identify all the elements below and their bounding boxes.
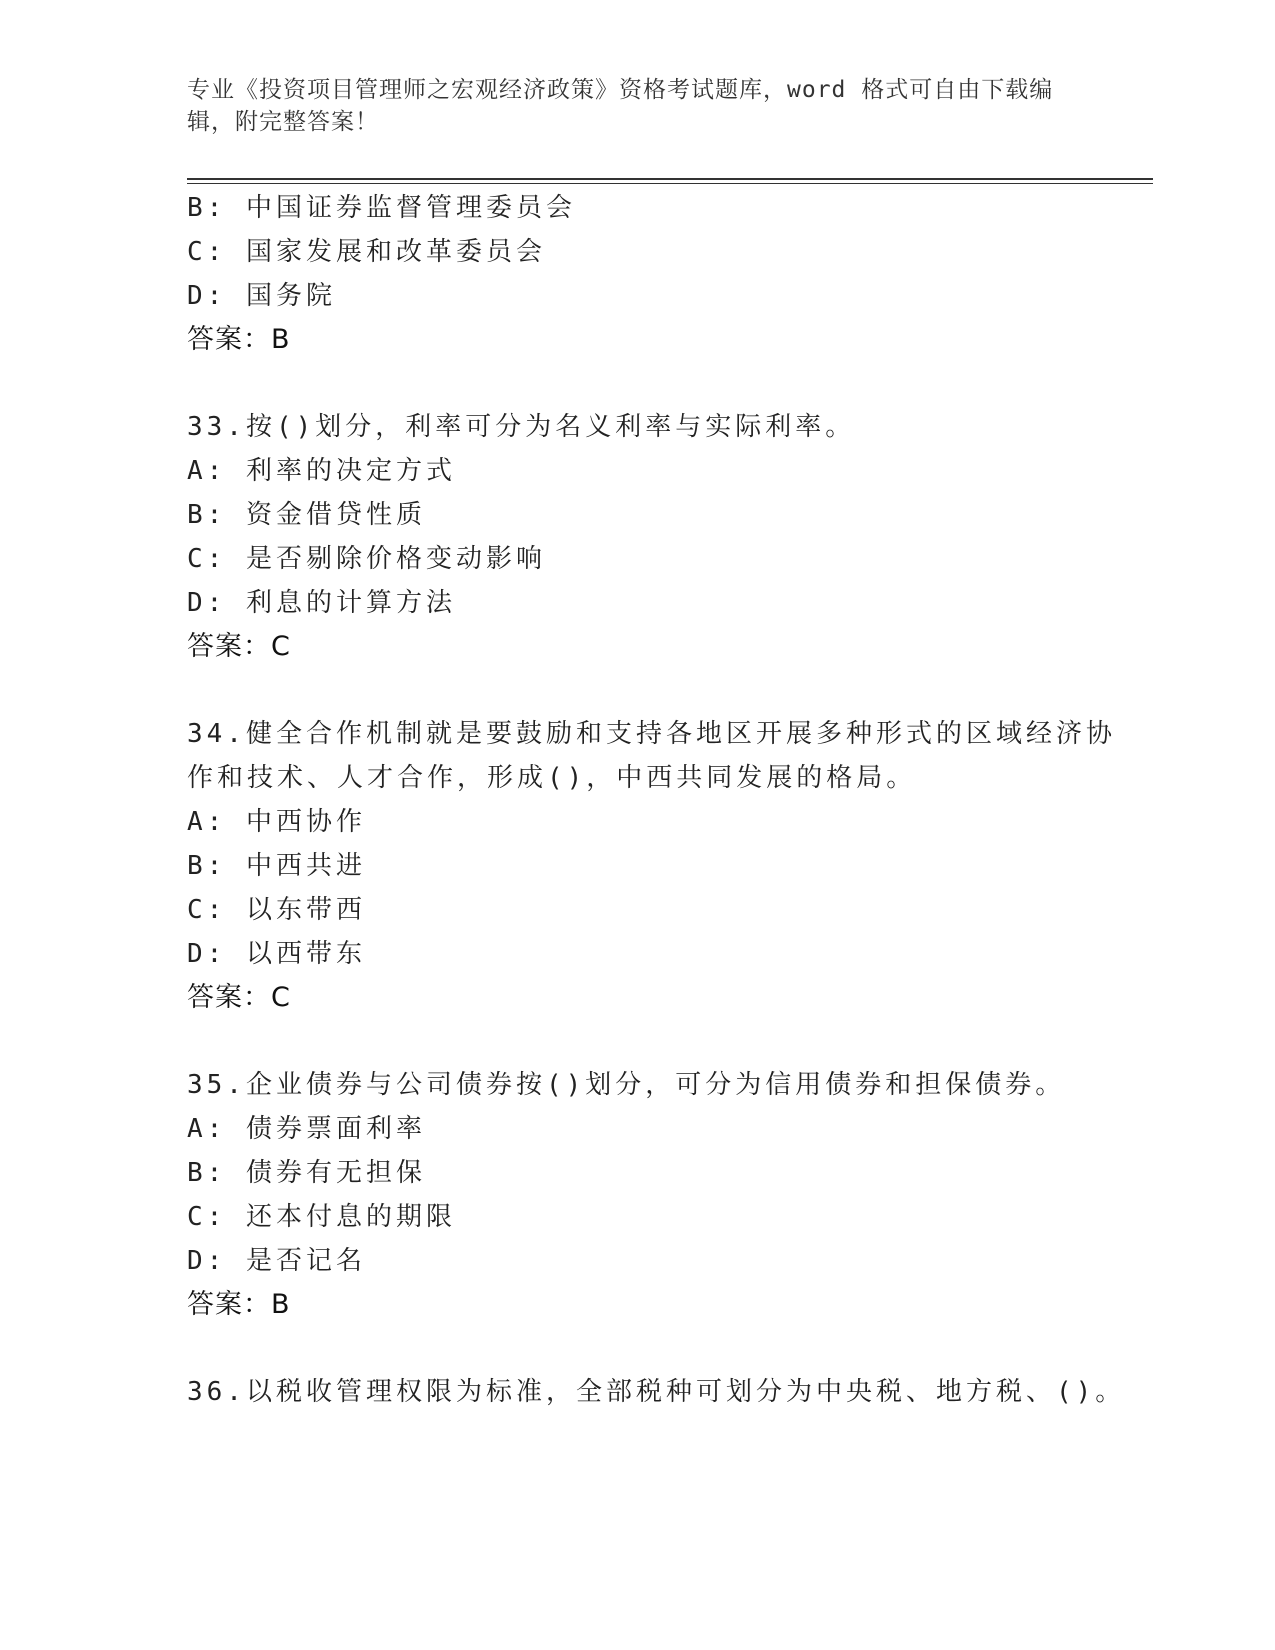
header-line-2: 辑，附完整答案！: [187, 109, 379, 135]
option-a: A: 利率的决定方式: [187, 456, 456, 486]
option-a: A: 债券票面利率: [187, 1114, 426, 1144]
option-c: C: 国家发展和改革委员会: [187, 237, 546, 267]
option-c: C: 是否剔除价格变动影响: [187, 544, 546, 574]
answer: 答案：B: [187, 1289, 291, 1320]
answer: 答案：C: [187, 631, 291, 662]
option-d: D: 是否记名: [187, 1246, 366, 1276]
option-a: A: 中西协作: [187, 807, 366, 837]
question-36: 36.以税收管理权限为标准，全部税种可划分为中央税、地方税、()。: [187, 1377, 1126, 1407]
answer: 答案：B: [187, 324, 291, 355]
option-d: D: 国务院: [187, 281, 336, 311]
question-35: 35.企业债券与公司债券按()划分，可分为信用债券和担保债券。: [187, 1070, 1066, 1100]
document-header: [187, 74, 1087, 138]
option-b: B: 中西共进: [187, 851, 366, 881]
option-b: B: 中国证券监督管理委员会: [187, 193, 576, 223]
answer: 答案：C: [187, 982, 291, 1013]
question-33: 33.按()划分，利率可分为名义利率与实际利率。: [187, 412, 856, 442]
question-34-line-1: 34.健全合作机制就是要鼓励和支持各地区开展多种形式的区域经济协: [187, 719, 1116, 749]
header-divider-thick: [187, 178, 1153, 180]
option-b: B: 资金借贷性质: [187, 500, 426, 530]
option-c: C: 以东带西: [187, 895, 366, 925]
option-c: C: 还本付息的期限: [187, 1202, 456, 1232]
header-divider-thin: [187, 183, 1153, 184]
question-34-line-2: 作和技术、人才合作，形成()，中西共同发展的格局。: [187, 763, 917, 793]
header-line-1: 专业《投资项目管理师之宏观经济政策》资格考试题库，word 格式可自由下载编: [187, 77, 1054, 103]
option-d: D: 以西带东: [187, 939, 366, 969]
option-b: B: 债券有无担保: [187, 1158, 426, 1188]
option-d: D: 利息的计算方法: [187, 588, 456, 618]
